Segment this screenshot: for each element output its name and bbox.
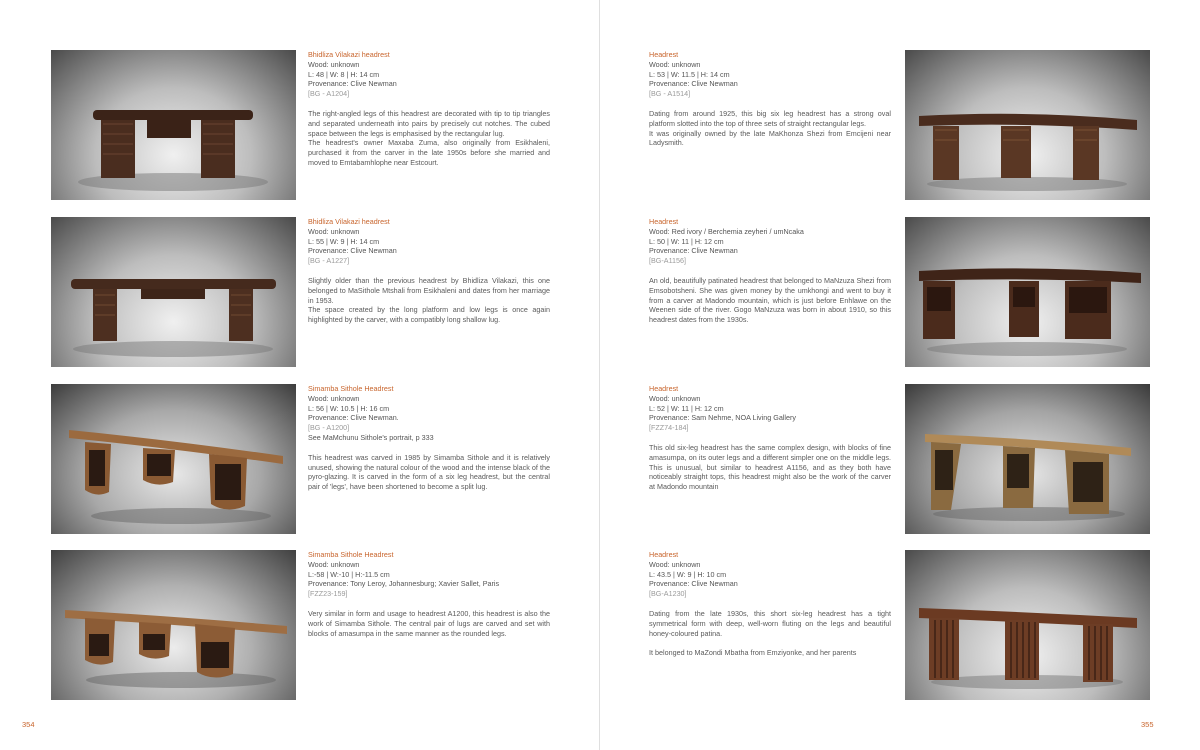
wood-line: Wood: unknown xyxy=(308,226,360,236)
entry-title: Headrest xyxy=(649,550,679,559)
catalogue-code: [BG-A1230] xyxy=(649,589,687,599)
entry-text xyxy=(308,550,550,638)
headrest-illustration xyxy=(905,217,1150,367)
headrest-illustration xyxy=(905,384,1150,534)
catalogue-code: [BG - A1227] xyxy=(308,256,350,266)
entry-text xyxy=(649,217,891,325)
dimensions-line: L: 48 | W: 8 | H: 14 cm xyxy=(308,69,380,79)
entry-title: Headrest xyxy=(649,50,679,59)
portrait-reference: See MaMchunu Sithole's portrait, p 333 xyxy=(308,432,434,442)
description-paragraph: Dating from the late 1930s, this short six-leg headrest has a tight symmetrical form with deep, well-worn fluting on the legs and beautiful honey-coloured patina. xyxy=(649,608,891,638)
entry-title: Simamba Sithole Headrest xyxy=(308,550,394,559)
catalogue-entry xyxy=(0,550,600,700)
entry-description xyxy=(308,609,550,638)
wood-line: Wood: unknown xyxy=(649,59,701,69)
catalogue-code: [BG - A1204] xyxy=(308,89,350,99)
entry-title: Simamba Sithole Headrest xyxy=(308,384,394,393)
description-paragraph: An old, beautifully patinated headrest that belonged to MaNzuza Shezi from Emsobotsheni. She was given money by the umkhongi and went to buy it from a carver at Madondo mountain, which is just before Enhlawe on the Weenen side of the river. Gogo MaNzuza was born in about 1910, so this headrest dates from the 1930s. xyxy=(649,275,891,325)
entry-description xyxy=(649,609,891,658)
wood-line: Wood: unknown xyxy=(308,393,360,403)
entry-description xyxy=(308,109,550,168)
headrest-photo xyxy=(905,550,1150,700)
description-paragraph: Slightly older than the previous headrest by Bhidliza Vilakazi, this one belonged to MaSithole Mtshali from Esikhaleni and dates from her marriage in 1953. xyxy=(308,275,550,305)
entry-text xyxy=(308,384,550,492)
description-paragraph: Very similar in form and usage to headrest A1200, this headrest is also the work of Simamba Sithole. The central pair of lugs are carved and set with blocks of amasumpa in the same manner as the rounded legs. xyxy=(308,608,550,638)
headrest-photo xyxy=(905,384,1150,534)
catalogue-entry xyxy=(600,217,1200,367)
catalogue-entry xyxy=(600,50,1200,200)
headrest-photo xyxy=(51,550,296,700)
entry-text xyxy=(649,50,891,148)
right-page xyxy=(600,0,1200,750)
catalogue-entry xyxy=(600,550,1200,700)
dimensions-line: L: 55 | W: 9 | H: 14 cm xyxy=(308,236,380,246)
headrest-illustration xyxy=(51,550,296,700)
description-paragraph: The right-angled legs of this headrest are decorated with tip to tip triangles and separated underneath into pairs by precisely cut notches. The cubed space between the legs is emphasised by the rectangular lug. xyxy=(308,108,550,138)
wood-line: Wood: unknown xyxy=(649,393,701,403)
headrest-illustration xyxy=(51,50,296,200)
entry-title: Bhidliza Vilakazi headrest xyxy=(308,217,390,226)
catalogue-code: [BG - A1200] xyxy=(308,423,350,433)
dimensions-line: L: 53 | W: 11.5 | H: 14 cm xyxy=(649,69,730,79)
dimensions-line: L: 50 | W: 11 | H: 12 cm xyxy=(649,236,724,246)
entry-description xyxy=(649,276,891,325)
provenance-line: Provenance: Clive Newman xyxy=(649,246,738,256)
wood-line: Wood: unknown xyxy=(308,559,360,569)
headrest-photo xyxy=(905,217,1150,367)
catalogue-entry xyxy=(0,50,600,200)
entry-description xyxy=(308,276,550,325)
wood-line: Wood: unknown xyxy=(649,559,701,569)
wood-line: Wood: Red ivory / Berchemia zeyheri / umNcaka xyxy=(649,226,804,236)
wood-line: Wood: unknown xyxy=(308,59,360,69)
entry-text xyxy=(308,50,550,168)
catalogue-entry xyxy=(600,384,1200,534)
catalogue-code: [FZZ74-184] xyxy=(649,423,689,433)
page-number: 354 xyxy=(22,720,35,729)
provenance-line: Provenance: Tony Leroy, Johannesburg; Xavier Sallet, Paris xyxy=(308,579,500,589)
entry-title: Headrest xyxy=(649,384,679,393)
catalogue-entry xyxy=(0,217,600,367)
headrest-photo xyxy=(905,50,1150,200)
catalogue-entry xyxy=(0,384,600,534)
provenance-line: Provenance: Clive Newman xyxy=(308,246,397,256)
catalogue-code: [BG-A1156] xyxy=(649,256,687,266)
headrest-photo xyxy=(51,50,296,200)
headrest-illustration xyxy=(905,550,1150,700)
headrest-photo xyxy=(51,384,296,534)
entry-text xyxy=(649,550,891,658)
description-paragraph: It was originally owned by the late MaKhonza Shezi from Emcijeni near Ladysmith. xyxy=(649,128,891,148)
catalogue-code: [BG - A1514] xyxy=(649,89,691,99)
dimensions-line: L: 43.5 | W: 9 | H: 10 cm xyxy=(649,569,727,579)
dimensions-line: L: 52 | W: 11 | H: 12 cm xyxy=(649,403,724,413)
catalogue-code: [FZZ23-159] xyxy=(308,589,348,599)
page-number: 355 xyxy=(1141,720,1154,729)
provenance-line: Provenance: Clive Newman xyxy=(649,579,738,589)
description-paragraph: It belonged to MaZondi Mbatha from Emziyonke, and her parents xyxy=(649,648,857,658)
headrest-photo xyxy=(51,217,296,367)
entry-text xyxy=(649,384,891,492)
description-paragraph: The headrest's owner Maxaba Zuma, also originally from Esikhaleni, purchased it from the carver in the late 1950s before she married and moved to Emtabamhlophe near Estcourt. xyxy=(308,138,550,167)
entry-description xyxy=(308,453,550,492)
headrest-illustration xyxy=(51,384,296,534)
description-paragraph: This headrest was carved in 1985 by Simamba Sithole and it is relatively unused, showing the natural colour of the wood and the intense black of the pyro-glazing. It is carved in the form of a six leg headrest, but the central pair of 'legs', have been shortened to become a split lug. xyxy=(308,452,550,492)
dimensions-line: L:-58 | W:-10 | H:-11.5 cm xyxy=(308,569,390,579)
entry-title: Headrest xyxy=(649,217,679,226)
provenance-line: Provenance: Sam Nehme, NOA Living Gallery xyxy=(649,413,797,423)
entry-description xyxy=(649,443,891,492)
description-paragraph: The space created by the long platform and low legs is once again highlighted by the carver, with a compatibly long shallow lug. xyxy=(308,305,550,325)
provenance-line: Provenance: Clive Newman xyxy=(308,79,397,89)
entry-text xyxy=(308,217,550,325)
description-paragraph: Dating from around 1925, this big six leg headrest has a strong oval platform slotted into the top of three sets of straight rectangular legs. xyxy=(649,108,891,128)
headrest-illustration xyxy=(51,217,296,367)
provenance-line: Provenance: Clive Newman xyxy=(649,79,738,89)
dimensions-line: L: 56 | W: 10.5 | H: 16 cm xyxy=(308,403,390,413)
description-paragraph: This old six-leg headrest has the same complex design, with blocks of fine amasumpa, on its outer legs and a different simpler one on the middle legs. This is unusual, but similar to headrest A1156, and as they both have noticeably straight tops, this headrest might also be the work of the carver at Madondo mountain xyxy=(649,442,891,492)
entry-title: Bhidliza Vilakazi headrest xyxy=(308,50,390,59)
entry-description xyxy=(649,109,891,148)
headrest-illustration xyxy=(905,50,1150,200)
provenance-line: Provenance: Clive Newman. xyxy=(308,413,399,423)
